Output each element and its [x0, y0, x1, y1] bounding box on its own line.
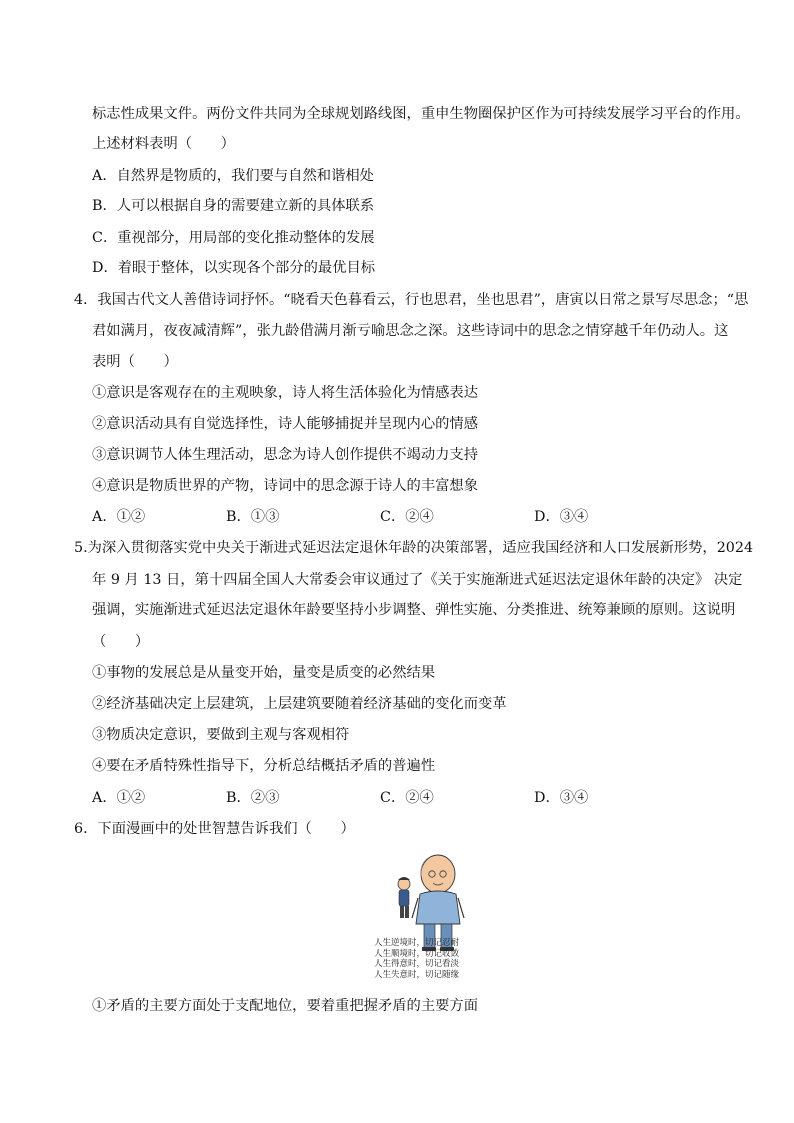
q5-choice-d: D．③④ [534, 790, 589, 806]
q4-line-2: 君如满月，夜夜减清辉”，张九龄借满月渐亏喻思念之深。这些诗词中的思念之情穿越千年仍动人。这 [92, 323, 729, 339]
cartoon-image [368, 852, 480, 982]
cartoon-caption-line-3: 人生得意时，切记看淡 [374, 959, 460, 969]
q5-line-1: 5.为深入贯彻落实党中央关于渐进式延迟法定退休年龄的决策部署，适应我国经济和人口发展新形势，2024 [74, 540, 754, 556]
intro-question-stem: 上述材料表明（ ） [92, 136, 235, 152]
intro-option-d: D．着眼于整体，以实现各个部分的最优目标 [92, 260, 376, 276]
intro-option-b: B．人可以根据自身的需要建立新的具体联系 [92, 198, 375, 214]
q4-statement-4: ④意识是物质世界的产物，诗词中的思念源于诗人的丰富想象 [92, 478, 479, 494]
q5-choice-c: C．②④ [380, 790, 434, 806]
intro-option-c: C．重视部分，用局部的变化推动整体的发展 [92, 230, 375, 246]
q4-choice-d: D．③④ [534, 509, 589, 525]
cartoon-caption-line-2: 人生顺境时，切记收敛 [374, 948, 460, 959]
q5-line-4: （ ） [92, 634, 150, 650]
intro-option-a: A．自然界是物质的，我们要与自然和谐相处 [92, 168, 374, 184]
q5-choice-b: B．②③ [226, 790, 280, 806]
q4-choice-b: B．①③ [226, 509, 280, 525]
q6-line-1: 6．下面漫画中的处世智慧告诉我们（ ） [74, 821, 355, 837]
q4-line-3: 表明（ ） [92, 354, 178, 370]
q6-statement-1: ①矛盾的主要方面处于支配地位，要着重把握矛盾的主要方面 [92, 998, 479, 1014]
intro-line-1: 标志性成果文件。两份文件共同为全球规划路线图，重申生物圈保护区作为可持续发展学习平台的作用。 [92, 106, 750, 122]
q4-line-1: 4．我国古代文人善借诗词抒怀。“晓看天色暮看云，行也思君，坐也思君”，唐寅以日常之景写尽思念；“思 [74, 292, 749, 308]
q5-line-2: 年 9 月 13 日，第十四届全国人大常委会审议通过了《关于实施渐进式延迟法定退休年龄的决定》 决定 [92, 572, 743, 588]
q5-statement-1: ①事物的发展总是从量变开始，量变是质变的必然结果 [92, 665, 436, 681]
q5-statement-4: ④要在矛盾特殊性指导下，分析总结概括矛盾的普遍性 [92, 758, 436, 774]
q4-choice-a: A．①② [92, 509, 146, 525]
q4-statement-3: ③意识调节人体生理活动，思念为诗人创作提供不竭动力支持 [92, 447, 479, 463]
cartoon-caption-line-4: 人生失意时，切记随缘 [374, 969, 460, 980]
q5-line-3: 强调，实施渐进式延迟法定退休年龄要坚持小步调整、弹性实施、分类推进、统筹兼顾的原则。这说明 [92, 602, 736, 618]
q4-choice-c: C．②④ [380, 509, 434, 525]
q5-statement-2: ②经济基础决定上层建筑，上层建筑要随着经济基础的变化而变革 [92, 696, 507, 712]
q4-statement-1: ①意识是客观存在的主观映象，诗人将生活体验化为情感表达 [92, 385, 479, 401]
cartoon-caption-line-1: 人生逆境时，切记忍耐 [374, 938, 460, 948]
q5-choice-a: A．①② [92, 790, 146, 806]
q4-statement-2: ②意识活动具有自觉选择性，诗人能够捕捉并呈现内心的情感 [92, 416, 479, 432]
q5-statement-3: ③物质决定意识，要做到主观与客观相符 [92, 727, 350, 743]
cartoon-caption [374, 938, 459, 980]
